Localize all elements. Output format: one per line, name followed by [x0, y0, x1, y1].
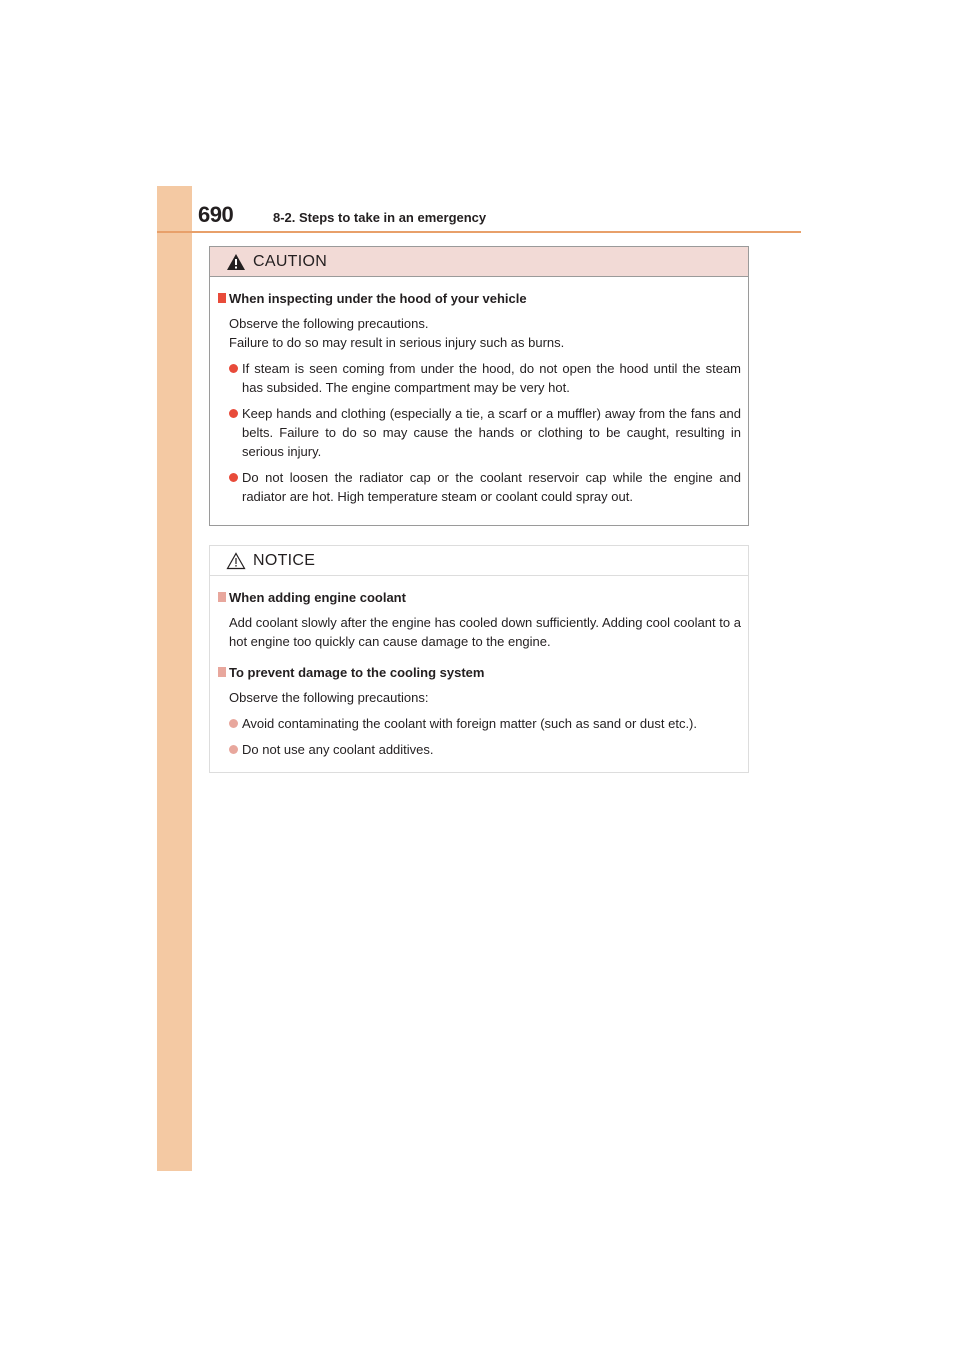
caution-label: CAUTION	[253, 253, 328, 270]
round-bullet-icon	[229, 409, 238, 418]
caution-intro-line1: Observe the following precautions.	[229, 316, 429, 331]
round-bullet-icon	[229, 364, 238, 373]
round-bullet-icon	[229, 719, 238, 728]
notice-heading-cooling-system: To prevent damage to the cooling system	[219, 663, 741, 682]
list-item: Avoid contaminating the coolant with foreign matter (such as sand or dust etc.).	[219, 714, 741, 733]
notice-header	[210, 546, 748, 576]
page-number: 690	[198, 202, 234, 227]
caution-heading: When inspecting under the hood of your vehicle	[219, 289, 741, 308]
notice-heading-coolant: When adding engine coolant	[219, 588, 741, 607]
square-bullet-icon	[218, 293, 226, 303]
caution-intro-line2: Failure to do so may result in serious injury such as burns.	[229, 335, 565, 350]
chapter-tab-strip	[157, 186, 192, 1171]
caution-box	[209, 246, 749, 526]
notice-cooling-intro: Observe the following precautions:	[229, 690, 429, 705]
list-item: Do not loosen the radiator cap or the coolant reservoir cap while the engine and radiator are hot. High temperature steam or coolant could spray out.	[219, 468, 741, 506]
list-item: Do not use any coolant additives.	[219, 740, 741, 759]
caution-header	[210, 247, 748, 277]
warning-triangle-filled-icon	[226, 253, 246, 271]
header-rule	[157, 231, 801, 233]
section-title: 8-2. Steps to take in an emergency	[273, 210, 487, 225]
round-bullet-icon	[229, 745, 238, 754]
caution-body	[210, 277, 748, 506]
list-item: If steam is seen coming from under the hood, do not open the hood until the steam has subsided. The engine compartment may be very hot.	[219, 359, 741, 397]
round-bullet-icon	[229, 473, 238, 482]
notice-body	[210, 576, 748, 759]
square-bullet-icon	[218, 592, 226, 602]
list-item: Keep hands and clothing (especially a tie, a scarf or a muffler) away from the fans and belts. Failure to do so may cause the hands or clothing to be caught, resulting in serious injury.	[219, 404, 741, 461]
notice-label: NOTICE	[253, 552, 316, 569]
square-bullet-icon	[218, 667, 226, 677]
notice-coolant-text: Add coolant slowly after the engine has cooled down sufficiently. Adding cool coolant to a hot engine too quickly can cause damage to the engine.	[229, 615, 741, 649]
notice-box	[209, 545, 749, 773]
page-header	[198, 200, 801, 236]
warning-triangle-outline-icon	[226, 552, 246, 570]
